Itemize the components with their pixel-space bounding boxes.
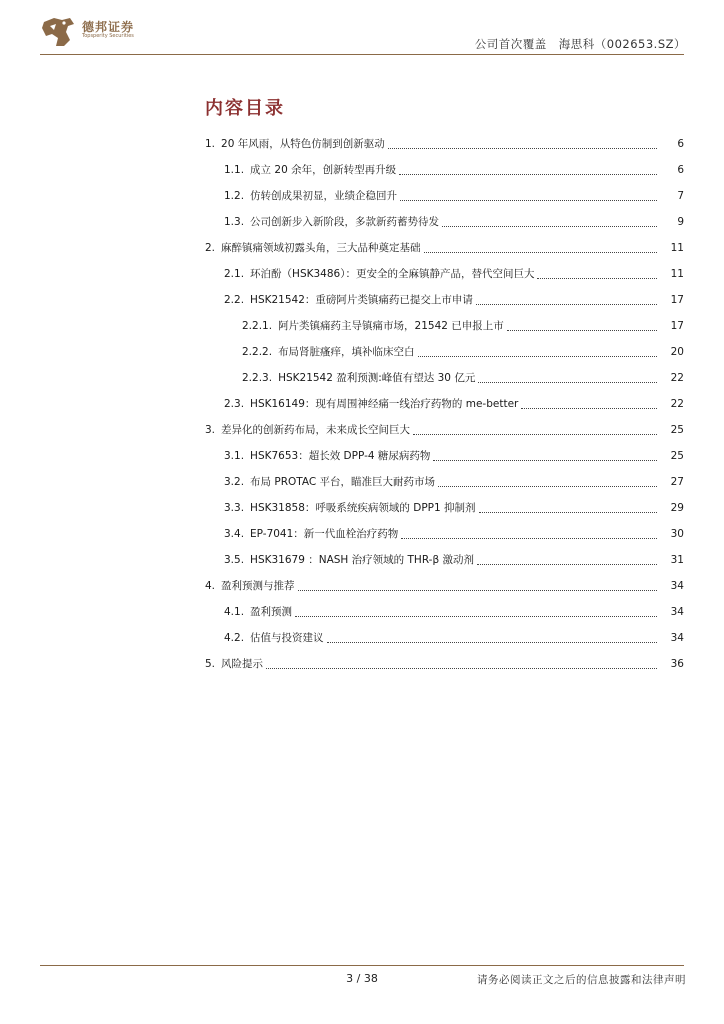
toc-dot-leader — [433, 459, 657, 461]
toc-entry-number: 2.2.1. — [242, 320, 273, 332]
toc-dot-leader — [295, 615, 657, 617]
toc-dot-leader — [537, 277, 657, 279]
toc-entry-number: 2.2.2. — [242, 346, 273, 358]
toc-entry[interactable] — [0, 339, 724, 365]
toc-entry-page: 34 — [670, 580, 684, 592]
toc-entry-number: 2.2. — [224, 294, 245, 306]
toc-dot-leader — [413, 433, 657, 435]
toc-entry-page: 6 — [677, 164, 684, 176]
toc-entry-label: 公司创新步入新阶段，多款新药蓄势待发 — [250, 216, 440, 228]
toc-entry-page: 31 — [670, 554, 684, 566]
toc-entry[interactable] — [0, 417, 724, 443]
toc-entry-label: HSK21542：重磅阿片类镇痛药已提交上市申请 — [250, 294, 473, 306]
toc-entry[interactable] — [0, 131, 724, 157]
toc-dot-leader — [476, 303, 657, 305]
toc-entry-number: 3.2. — [224, 476, 245, 488]
toc-entry[interactable] — [0, 391, 724, 417]
toc-entry[interactable] — [0, 521, 724, 547]
toc-entry-number: 1.2. — [224, 190, 245, 202]
toc-entry-page: 6 — [677, 138, 684, 150]
toc-dot-leader — [507, 329, 657, 331]
toc-entry-label: EP-7041：新一代血栓治疗药物 — [250, 528, 399, 540]
toc-entry-number: 3. — [205, 424, 216, 436]
toc-entry-label: 布局 PROTAC 平台，瞄准巨大耐药市场 — [250, 476, 436, 488]
brand-name-cn: 德邦证券 — [82, 20, 135, 34]
toc-dot-leader — [438, 485, 657, 487]
toc-entry-number: 4.1. — [224, 606, 245, 618]
toc-entry-page: 25 — [670, 424, 684, 436]
toc-entry-number: 2.1. — [224, 268, 245, 280]
toc-dot-leader — [401, 537, 657, 539]
toc-entry[interactable] — [0, 547, 724, 573]
toc-entry-number: 1.3. — [224, 216, 245, 228]
toc-entry-number: 2.3. — [224, 398, 245, 410]
toc-dot-leader — [388, 147, 657, 149]
toc-title: 内容目录 — [205, 98, 285, 119]
toc-entry[interactable] — [0, 599, 724, 625]
toc-entry-page: 9 — [677, 216, 684, 228]
toc-entry-label: HSK7653：超长效 DPP-4 糖尿病药物 — [250, 450, 431, 462]
toc-entry[interactable] — [0, 365, 724, 391]
toc-entry-page: 25 — [670, 450, 684, 462]
toc-entry-page: 34 — [670, 632, 684, 644]
dragon-logo-icon — [40, 14, 76, 50]
toc-entry[interactable] — [0, 261, 724, 287]
toc-entry[interactable] — [0, 495, 724, 521]
toc-entry-page: 36 — [670, 658, 684, 670]
toc-entry-page: 17 — [670, 320, 684, 332]
toc-dot-leader — [327, 641, 657, 643]
toc-entry-page: 29 — [670, 502, 684, 514]
toc-entry-label: HSK31679 ：NASH 治疗领域的 THR-β 激动剂 — [250, 554, 475, 566]
toc-entry-page: 17 — [670, 294, 684, 306]
toc-entry-label: 盈利预测 — [250, 606, 293, 618]
toc-entry[interactable] — [0, 625, 724, 651]
toc-entry-label: HSK31858：呼吸系统疾病领域的 DPP1 抑制剂 — [250, 502, 476, 514]
toc-entry-number: 2.2.3. — [242, 372, 273, 384]
toc-entry-page: 27 — [670, 476, 684, 488]
toc-entry[interactable] — [0, 469, 724, 495]
toc-dot-leader — [418, 355, 657, 357]
toc-entry[interactable] — [0, 443, 724, 469]
table-of-contents — [0, 131, 724, 677]
toc-entry-label: 仿转创成果初显，业绩企稳回升 — [250, 190, 398, 202]
toc-entry-number: 2. — [205, 242, 216, 254]
toc-entry-label: 差异化的创新药布局，未来成长空间巨大 — [221, 424, 411, 436]
toc-entry-label: 成立 20 余年，创新转型再升级 — [250, 164, 397, 176]
toc-dot-leader — [298, 589, 657, 591]
toc-entry-number: 3.5. — [224, 554, 245, 566]
toc-entry-label: 风险提示 — [221, 658, 264, 670]
toc-dot-leader — [400, 199, 657, 201]
toc-entry-number: 1.1. — [224, 164, 245, 176]
toc-entry-label: 盈利预测与推荐 — [221, 580, 295, 592]
toc-entry-page: 20 — [670, 346, 684, 358]
toc-entry-page: 7 — [677, 190, 684, 202]
toc-entry-number: 4. — [205, 580, 216, 592]
toc-dot-leader — [266, 667, 657, 669]
toc-entry[interactable] — [0, 209, 724, 235]
page-header — [0, 0, 724, 60]
toc-entry-number: 1. — [205, 138, 216, 150]
toc-entry-label: 环泊酚（HSK3486）：更安全的全麻镇静产品，替代空间巨大 — [250, 268, 535, 280]
toc-dot-leader — [399, 173, 657, 175]
toc-entry-number: 4.2. — [224, 632, 245, 644]
page-number: 3 / 38 — [346, 972, 378, 985]
header-divider — [40, 54, 684, 55]
toc-entry-number: 3.1. — [224, 450, 245, 462]
toc-entry[interactable] — [0, 573, 724, 599]
toc-dot-leader — [477, 563, 657, 565]
toc-entry-page: 22 — [670, 398, 684, 410]
toc-dot-leader — [424, 251, 657, 253]
toc-entry[interactable] — [0, 651, 724, 677]
toc-entry-page: 11 — [670, 268, 684, 280]
toc-dot-leader — [478, 381, 657, 383]
toc-entry-label: HSK21542 盈利预测:峰值有望达 30 亿元 — [278, 372, 476, 384]
toc-dot-leader — [479, 511, 658, 513]
toc-entry[interactable] — [0, 235, 724, 261]
toc-entry-label: 阿片类镇痛药主导镇痛市场，21542 已申报上市 — [278, 320, 504, 332]
toc-entry[interactable] — [0, 313, 724, 339]
toc-entry[interactable] — [0, 183, 724, 209]
footer-divider — [40, 965, 684, 966]
toc-entry-label: 20 年风雨，从特色仿制到创新驱动 — [221, 138, 385, 150]
toc-entry-number: 5. — [205, 658, 216, 670]
toc-entry-page: 22 — [670, 372, 684, 384]
toc-entry-label: 布局肾脏瘙痒，填补临床空白 — [278, 346, 415, 358]
toc-entry-label: 麻醉镇痛领域初露头角，三大品种奠定基础 — [221, 242, 421, 254]
toc-entry-number: 3.4. — [224, 528, 245, 540]
brand-name-en: Topsperity Securities — [82, 33, 134, 39]
report-type-label: 公司首次覆盖 海思科（002653.SZ） — [474, 37, 686, 51]
legal-disclaimer: 请务必阅读正文之后的信息披露和法律声明 — [477, 974, 686, 986]
toc-dot-leader — [521, 407, 657, 409]
toc-entry-number: 3.3. — [224, 502, 245, 514]
toc-entry-page: 34 — [670, 606, 684, 618]
toc-entry-label: HSK16149：现有周围神经痛一线治疗药物的 me-better — [250, 398, 519, 410]
toc-entry-label: 估值与投资建议 — [250, 632, 324, 644]
toc-entry[interactable] — [0, 157, 724, 183]
toc-entry-page: 30 — [670, 528, 684, 540]
toc-entry[interactable] — [0, 287, 724, 313]
toc-entry-page: 11 — [670, 242, 684, 254]
toc-dot-leader — [442, 225, 657, 227]
